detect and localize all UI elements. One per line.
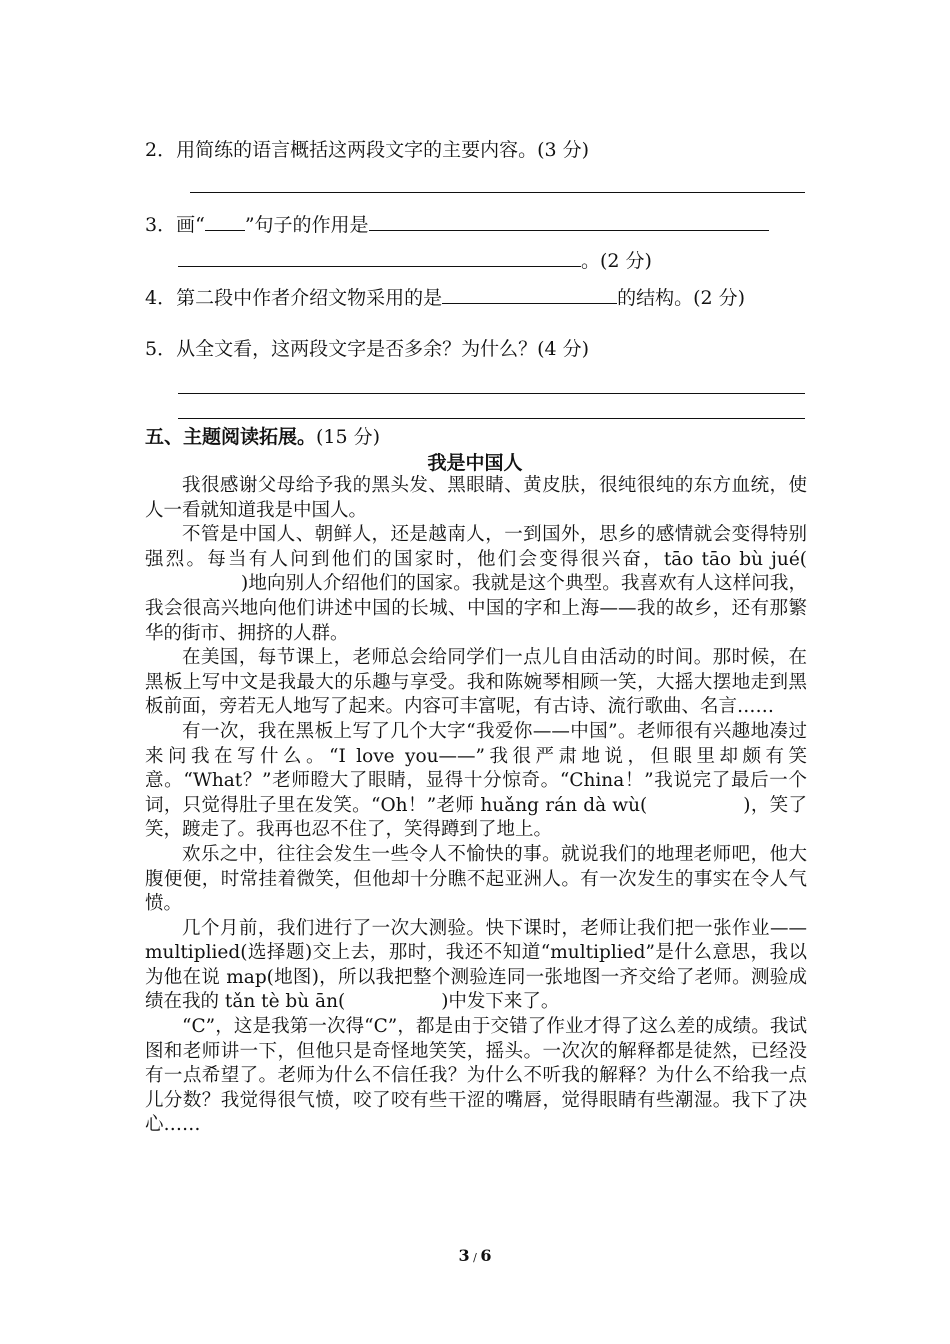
paragraph-6 [145,917,807,1015]
answer-line-q5-a[interactable] [178,393,805,394]
paragraph-1: 我很感谢父母给予我的黑头发、黑眼睛、黄皮肤，很纯很纯的东方血统，使人一看就知道我是中国人。 [145,475,807,521]
question-5: 5．从全文看，这两段文字是否多余？为什么？(4 分) [145,338,590,360]
page-total: 6 [480,1246,492,1265]
question-3-end: 。(2 分) [581,250,652,272]
question-3-inline-blank[interactable] [205,212,245,231]
paragraph-2-a: 不管是中国人、朝鲜人，还是越南人，一到国外，思乡的感情就会变得特别强烈。每当有人问到他们的国家时，他们会变得很兴奋，tāo tāo bù jué( [145,524,807,570]
question-3-cont [178,248,652,274]
section-label: 五、主题阅读拓展。 [145,426,317,448]
paragraph-6-b: )中发下来了。 [441,991,560,1013]
paragraph-5: 欢乐之中，往往会发生一些令人不愉快的事。就说我们的地理老师吧，他大腹便便，时常挂着微笑，但他却十分瞧不起亚洲人。有一次发生的事实在令人气愤。 [145,843,807,915]
section-heading [145,424,380,450]
question-4 [145,285,745,311]
question-2: 2．用简练的语言概括这两段文字的主要内容。(3 分) [145,139,590,161]
paragraph-2 [145,523,807,646]
paragraph-7: “C”，这是我第一次得“C”，都是由于交错了作业才得了这么差的成绩。我试图和老师讲一下，但他只是奇怪地笑笑，摇头。一次次的解释都是徒然，已经没有一点希望了。老师为什么不信任我？为什么不听我的解释？为什么不给我一点儿分数？我觉得很气愤，咬了咬有些干涩的嘴唇，觉得眼睛有些潮湿。我下了决心…… [145,1016,807,1136]
page-number [0,1246,950,1265]
paragraph-4 [145,720,807,843]
paragraph-4-a: 有一次，我在黑板上写了几个大字“我爱你——中国”。老师很有兴趣地凑过来问我在写什么。“I love you——”我很严肃地说，但眼里却颇有笑意。“What？”老师瞪大了眼睛，显得十分惊奇。“China！”我说完了最后一个词，只觉得肚子里在发笑。“Oh！”老师 huǎng rán dà wù( [145,720,807,816]
question-3-mid: ”句子的作用是 [244,214,369,236]
answer-line-q2[interactable] [190,192,805,193]
passage-title: 我是中国人 [427,452,523,474]
page-separator: / [469,1251,481,1264]
paragraph-2-b: )地向别人介绍他们的国家。我就是这个典型。我喜欢有人这样问我，我会很高兴地向他们讲述中国的长城、中国的字和上海——我的故乡，还有那繁华的街市、拥挤的人群。 [145,573,807,644]
question-3 [145,212,769,238]
answer-line-q3-b[interactable] [178,248,581,267]
answer-line-q4[interactable] [442,285,617,304]
question-4-suffix: 的结构。(2 分) [617,287,746,309]
section-points: (15 分) [316,426,381,448]
answer-line-q5-b[interactable] [178,418,805,419]
paragraph-6-a: 几个月前，我们进行了一次大测验。快下课时，老师让我们把一张作业——multiplied(选择题)交上去，那时，我还不知道“multiplied”是什么意思，我以为他在说 map(地图)，所以我把整个测验连同一张地图一齐交给了老师。测验成绩在我的 tǎn tè bù ān( [145,917,807,1013]
question-4-prefix: 4．第二段中作者介绍文物采用的是 [145,287,443,309]
page-current: 3 [458,1246,470,1265]
paragraph-4-b: )，笑了笑，踱走了。我再也忍不住了，笑得蹲到了地上。 [145,794,808,841]
answer-line-q3-a[interactable] [369,212,769,231]
paragraph-3: 在美国，每节课上，老师总会给同学们一点儿自由活动的时间。那时候，在黑板上写中文是我最大的乐趣与享受。我和陈婉琴相顾一笑，大摇大摆地走到黑板前面，旁若无人地写了起来。内容可丰富呢，有古诗、流行歌曲、名言…… [145,647,807,718]
passage-body [145,474,807,1138]
question-3-prefix: 3．画“ [145,214,205,236]
